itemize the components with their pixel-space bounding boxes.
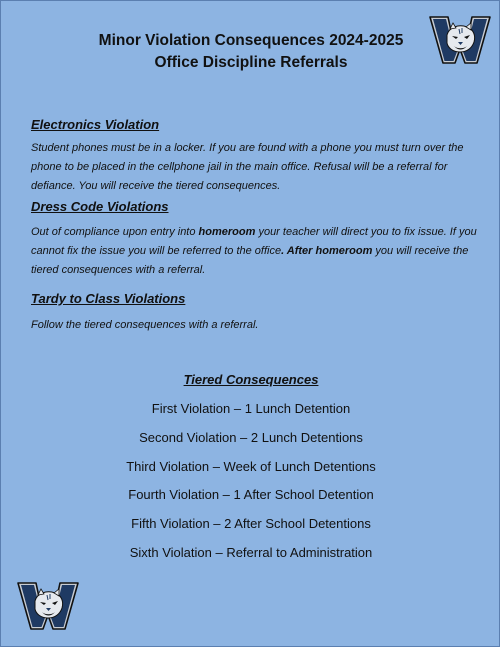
dress-code-text-2: your teacher will direct you to fix issue. If you cannot fix the issue you will be referred to the office	[31, 226, 477, 257]
section-heading-dress-code: Dress Code Violations	[31, 199, 169, 214]
school-logo-w-cougar-icon	[17, 581, 79, 631]
dress-code-bold-after-homeroom: . After homeroom	[281, 245, 373, 257]
tier-item-6: Sixth Violation – Referral to Administration	[129, 544, 373, 560]
tier-item-3: Third Violation – Week of Lunch Detentions	[126, 458, 376, 474]
tier-item-1: First Violation – 1 Lunch Detention	[151, 401, 351, 416]
dress-code-text-1: Out of compliance upon entry into	[31, 226, 199, 238]
section-body-dress-code	[31, 223, 479, 280]
tier-item-2: Second Violation – 2 Lunch Detentions	[139, 429, 363, 445]
page-title: Minor Violation Consequences 2024-2025	[98, 32, 404, 49]
dress-code-text-3: you will receive the tiered consequences with a referral.	[31, 245, 469, 276]
page-subtitle: Office Discipline Referrals	[154, 54, 348, 71]
section-heading-tardy: Tardy to Class Violations	[31, 291, 186, 306]
tier-item-5: Fifth Violation – 2 After School Detentions	[131, 516, 371, 532]
tiered-consequences-list	[1, 399, 500, 572]
section-heading-electronics: Electronics Violation	[31, 117, 160, 132]
tiered-consequences-heading: Tiered Consequences	[183, 372, 319, 387]
section-body-electronics: Student phones must be in a locker. If you are found with a phone you must turn over the phone to be placed in the cellphone jail in the main office. Refusal will be a referral for defiance. You will receive the tiered consequences.	[31, 142, 464, 192]
dress-code-bold-homeroom: homeroom	[198, 226, 256, 238]
tier-item-4: Fourth Violation – 1 After School Detention	[128, 487, 374, 503]
section-body-tardy: Follow the tiered consequences with a referral.	[31, 319, 259, 331]
cougar-head-icon	[35, 589, 63, 618]
